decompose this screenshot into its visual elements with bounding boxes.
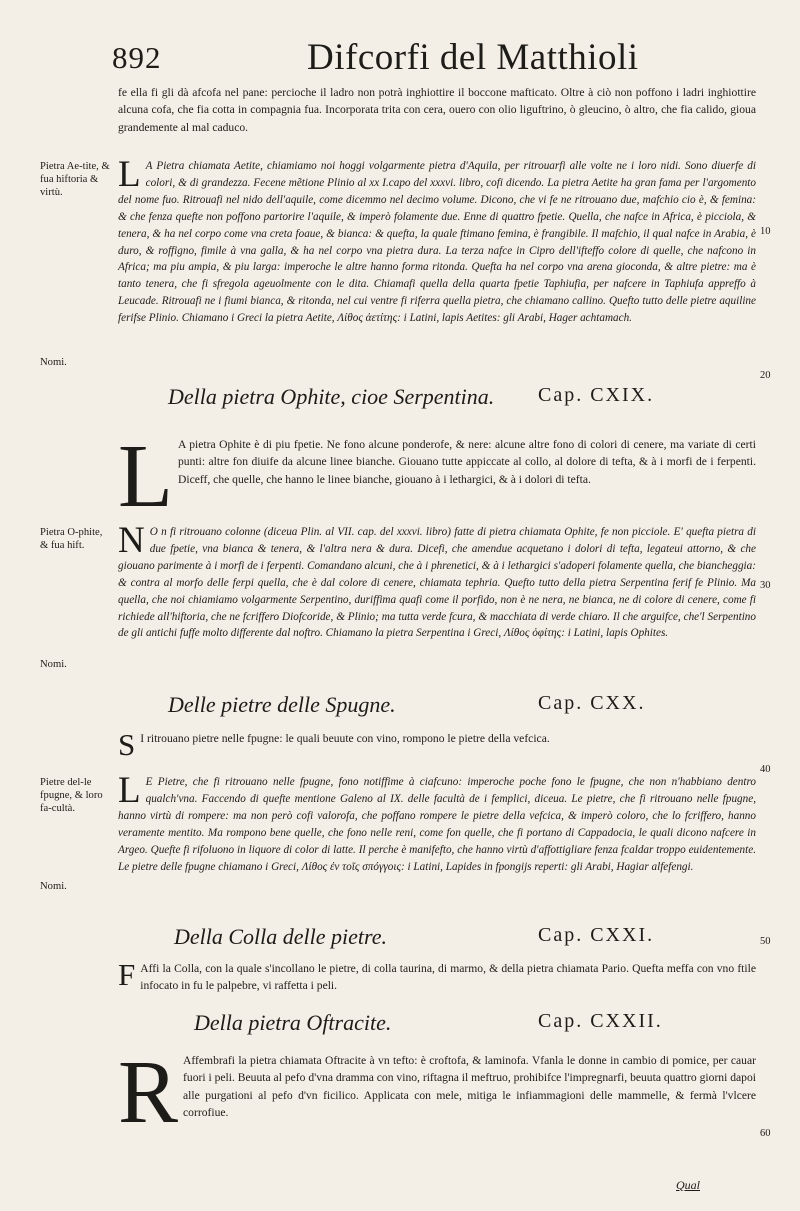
line-number: 40 [760,764,771,775]
ostracite-title: Della pietra Oftracite. [194,1010,392,1035]
catchword: Qual [676,1178,700,1192]
margin-note-nomi: Nomi. [40,659,67,670]
spugne-comment-dropcap: L [118,770,141,811]
margin-note-nomi: Nomi. [40,881,67,892]
spugne-dropcap: S [118,727,136,762]
spugne-comment: E Pietre, che fi ritrouano nelle fpugne, fono notiffime à ciafcuno: imperoche poche fono le fpugne, che non n'habbiano dentro qualch'vna. Faccendo di quefte mentione Galeno al IX. delle facultà de i femplici, diceua. Le pietre, che fi ritrouano nelle fpugne, hanno virtù di rompere: ma non però cofi valorofa, che poffano rompere le pietre della vefcica, & imperò coloro, che lo fcriffero, hanno veramente mentito. Ma rompono bene quelle, che fono nelle reni, come fon quelle, che fi portano di Cappadocia, le quali dicono nafcere in Argeo. Quefte fi rifoluono in liquore di color di latte. Il perche è manifefto, che hanno virtù d'affottigliare fenza fcaldar troppo euidentemente. Le pietre delle fpugne chiamano i Greci, Λίθος ἐν τοῖς σπόγγοις: i Latini, Lapides in fpongijs reperti: gli Arabi, Hagiar alfefengi. [118,776,756,873]
colla-heading [118,924,756,954]
colla-text-block [118,957,756,995]
ophite-text-block [118,427,756,526]
ostracite-text-block [118,1043,756,1142]
intro-text: fe ella fi gli dà afcofa nel pane: percioche il ladro non potrà inghiottire il boccone mafticato. Oltre à ciò non poffono i ladri inghiottire alcuna cofa, che fia cotta in compagnia fua. Incorporata trita con cera, ouero con olio liguftrino, ò gleucino, ò altro, che fia calido, gioua grandemente al mal caduco. [118,86,756,134]
spugne-heading [118,692,756,722]
margin-note-aetite: Pietra Ae-tite, & fua hiftoria & virtù. [40,161,110,198]
line-number: 50 [760,936,771,947]
ostracite-cap: Cap. CXXII. [538,1010,663,1032]
line-number: 20 [760,370,771,381]
running-title: Difcorfi del Matthioli [307,37,639,78]
intro-paragraph [118,84,756,136]
colla-dropcap: F [118,957,136,992]
margin-note-ophite: Pietra O-phite, & fua hift. [40,527,103,551]
aetite-text: A Pietra chiamata Aetite, chiamiamo noi hoggi volgarmente pietra d'Aquila, per ritrouarfi alle volte ne i loro nidi. Sono diuerfe di colori, & di grandezza. Fecene mẽtione Plinio al xx I.capo del xxxvi. libro, cofi dicendo. La pietra Aetite ha gran fama per l'argomento del nome fuo. Ritrouafi nel nido dell'aquile, come dicemmo nel decimo volume. Dicono, che vi fe ne ritrouano due, mafchio cio è, & femina: & che fenza quefte non poffono partorire l'aquile, & imperò folamente due. Enne di quattro fpetie. Quella, che nafce in Africa, è picciola, & tenera, & ha nel corpo come vna creta foaue, & bianca: & quefta, la quale ftimano femina, è frangibile. Il mafchio, il qual nafce in Arabia, è duro, & roffigno, fimile à vna galla, & ha nel corpo vna pietra dura. La terza nafce in Cipro dell'ifteffo colore di quelle, che nafcono in Africa; ma piu ampia, & piu larga: imperoche le altre hanno forma ritonda. Quefta ha nel corpo vna arena gioconda, & altre pietre: ma è tanto tenera, che fi sfregola ageuolmente con le dita. Chiamafi quella della quarta fpetie Taphiufia, per nafcere in Taphiufa appreffo à Leucade. Ritrouafi ne i fiumi bianca, & ritonda, nel cui ventre fi riferra quella pietra, che chiamano callino. Quefto tutto delle pietre aquiline ferifse Plinio. Chiamano i Greci la pietra Aetite, Λίθος ἀετίτης: i Latini, lapis Aetites: gli Arabi, Hager achtamach. [118,160,756,325]
margin-note-nomi: Nomi. [40,357,67,368]
margin-note-spugne: Pietre del-le fpugne, & loro fa-cultà. [40,777,103,814]
aetite-dropcap: L [118,154,141,195]
ostracite-dropcap: R [118,1043,179,1142]
line-number: 10 [760,226,771,237]
spugne-commentary [118,770,756,875]
colla-title: Della Colla delle pietre. [174,924,388,949]
colla-text: Affi la Colla, con la quale s'incollano le pietre, di colla taurina, di marmo, & della pietra chiamata Pario. Quefta meffa con vno ftile infocato in fu le palpebre, vi raffetta i peli. [140,962,756,993]
spugne-cap: Cap. CXX. [538,692,646,714]
line-number: 30 [760,580,771,591]
spugne-text: I ritrouano pietre nelle fpugne: le quali beuute con vino, rompono le pietre della vefcica. [140,732,550,745]
ophite-comment-dropcap: N [118,520,145,561]
ophite-title: Della pietra Ophite, cioe Serpentina. [168,384,495,409]
ophite-cap: Cap. CXIX. [538,384,655,406]
spugne-text-block [118,727,756,762]
line-number: 60 [760,1128,771,1139]
ostracite-text: Affembrafi la pietra chiamata Oftracite à vn tefto: è croftofa, & laminofa. Vfanla le donne in cambio di pomice, per cauar fuori i peli. Beuuta al pefo d'vna dramma con vino, riftagna il meftruo, prohibifce l'impregnarfi, beuuta quattro giorni dapoi alle purgationi al pefo d'vn ficilico. Applicata con mele, mitiga le infiammagioni delle mammelle, & fermà l'vlcere corrofiue. [183,1054,756,1120]
ophite-heading [118,384,756,414]
ophite-comment: O n fi ritrouano colonne (diceua Plin. al VII. cap. del xxxvi. libro) fatte di pietra chiamata Ophite, fe non picciole. E' quefta pietra di due fpetie, vna bianca & tenera, & l'altra nera & dura. Dicefi, che amendue acquetano i dolori di tefta, legateui attorno, & che giouano parimente à i morfi de i ferpenti. Comandano alcuni, che à i phrenetici, & à i lethargici s'adoperi folamente quella, che biancheggia: & contra al morfo delle ferpi quella, che è dal colore di cenere, chiamata tephria. Quefto tutto della pietra Serpentina ferif fe Plinio. Ma quella, che noi chiamiamo volgarmente Serpentino, duriffima quafi come il porfido, non è ne nera, ne bianca, ne di colore di cenere, come fi richiede all'hiftoria, che ne fcriffero Diofcoride, & Plinio; ma tutta verde fcura, & macchiata di verde chiaro. Il che arguifce, che'l Serpentino de gli antichi fuffe molto differente dal noftro. Chiamano la pietra Serpentina i Greci, Λίθος ὀφίτης: i Latini, lapis Ophites. [118,526,756,640]
ophite-text: A pietra Ophite è di piu fpetie. Ne fono alcune ponderofe, & nere: alcune altre fono di colori di cenere, ma variate di certi punti: altre fon diuife da alcune linee bianche. Giouano tutte appiccate al collo, al dolore di tefta, & à i morfi de i ferpenti. Diceff, che quelle, che hanno le linee bianche, giouano à i lethargici, & à i dolori di tefta. [177,438,756,486]
page-number: 892 [112,40,162,75]
spugne-title: Delle pietre delle Spugne. [168,692,396,717]
ostracite-heading [118,1010,756,1040]
aetite-section [118,154,756,327]
page-header [112,36,752,80]
ophite-dropcap: L [118,427,173,526]
colla-cap: Cap. CXXI. [538,924,655,946]
ophite-commentary [118,520,756,642]
